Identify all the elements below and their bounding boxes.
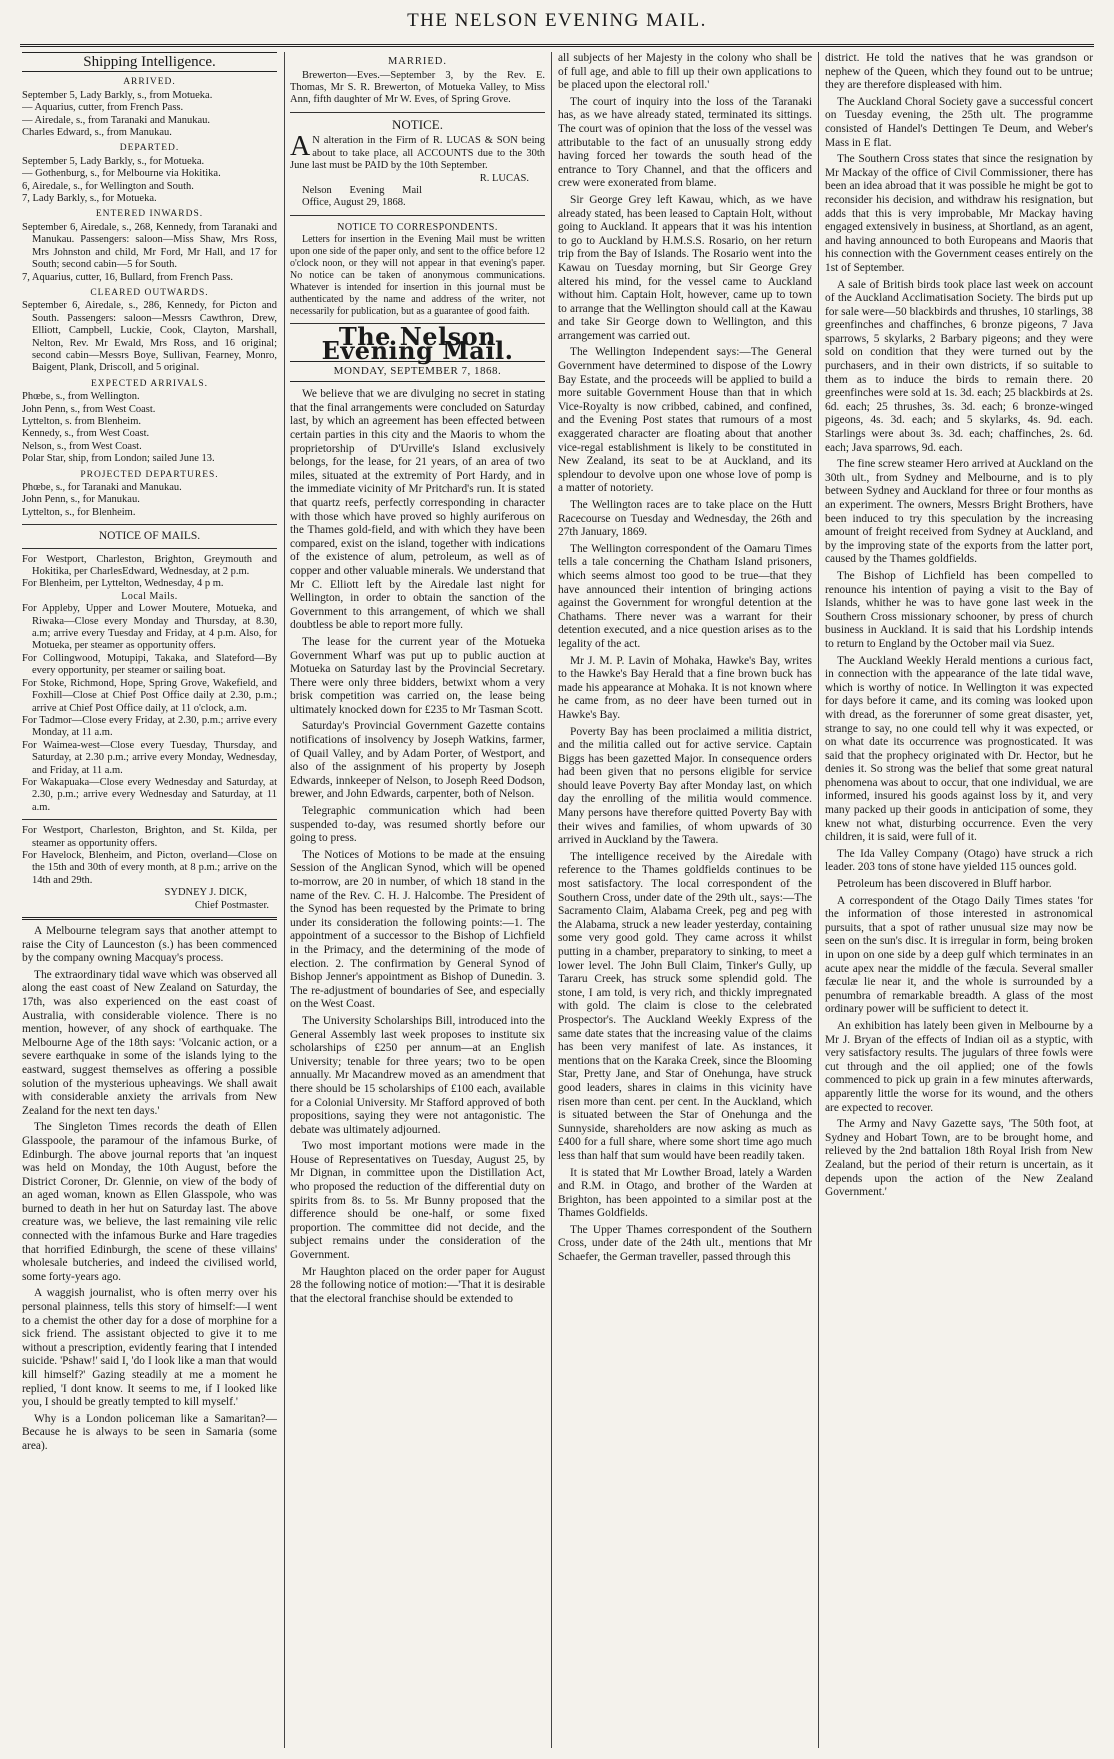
shipping-entry: September 6, Airedale, s., 268, Kennedy, from Taranaki and Manukau. Passengers: saloon—Miss Shaw, Mrs Ross, Mrs Johnston and child, Mr Ford, Mr Hall, and 17 for South; second cabin—5 for South.: [22, 221, 277, 271]
shipping-entry: September 5, Lady Barkly, s., for Motueka.: [22, 155, 205, 167]
mail-entry: For Stoke, Richmond, Hope, Spring Grove, Wakefield, and Foxhill—Close at Chief Post Office daily at 2.30, p.m.; arrive at Chief Post Office daily, at 11 o'clock, a.m.: [22, 677, 277, 714]
article-paragraph: The court of inquiry into the loss of the Taranaki has, as we have already stated, terminated its sittings. The court was of opinion that the loss of the vessel was attributable to the fact of an unusually strong eddy having forced her towards the south head of the entrance to Tory Channel, and that the officers and crew were exonerated from blame.: [558, 95, 812, 190]
divider: [290, 215, 545, 216]
article-paragraph: The Auckland Choral Society gave a successful concert on Tuesday evening, the 25th ult. The programme consisted of Handel's Dettingen Te Deum, and Weber's Mass in E flat.: [825, 95, 1093, 149]
married-notice: Brewerton—Eves.—September 3, by the Rev. E. Thomas, Mr S. R. Brewerton, of Motueka Valley, to Miss Ann, fifth daughter of Mr W. Eves, of Spring Grove.: [290, 69, 545, 106]
column-divider: [551, 52, 552, 1748]
shipping-entry: September 6, Airedale, s., 286, Kennedy, for Picton and South. Passengers: saloon—Messrs Cawthron, Drew, Elliott, Campbell, Luckie, Cook, Clayton, Marshall, Nelton, Rev. Mr Ewald, Mrs Ross, and 16 original; second cabin—Messrs Boye, Sullivan, Fearney, Monro, Baigent, Plank, Driscoll, and 5 original.: [22, 300, 277, 374]
article-paragraph: It is stated that Mr Lowther Broad, lately a Warden and R.M. in Otago, and brother of the Warden at Brighton, has been appointed to a similar post at the Thames Goldfields.: [558, 1166, 812, 1220]
column-1: [22, 52, 277, 1748]
article-paragraph: Mr Haughton placed on the order paper for August 28 the following notice of motion:—'That it is desirable that the electoral franchise should be extended to: [290, 1265, 545, 1305]
local-mails-heading: Local Mails.: [121, 590, 178, 602]
shipping-entry: Lyttelton, s. from Blenheim.: [22, 415, 141, 427]
masthead: THE NELSON EVENING MAIL.: [407, 10, 707, 31]
article-paragraph: all subjects of her Majesty in the colony who shall be of full age, and able to fill up their own applications to be placed upon the electoral roll.': [558, 52, 812, 92]
cleared-heading: CLEARED OUTWARDS.: [90, 287, 209, 298]
article-paragraph: The Notices of Motions to be made at the ensuing Session of the Anglican Synod, which will be opened to-morrow, are 20 in number, of which 18 stand in the name of the Rev. C. H. J. Halcombe. The President of the Synod has been requested by the Primate to bring under its consideration the following points:—1. The appointment of a successor to the Bishop of Lichfield in the Primacy, and the determining of the mode of election. 2. The confirmation by General Synod of Bishop Jenner's appointment as Bishop of Dunedin. 3. The re-adjustment of boundaries of See, and especially on the West Coast.: [290, 848, 545, 1011]
married-heading: MARRIED.: [387, 56, 448, 67]
notice-text: N alteration in the Firm of R. LUCAS & SON being about to take place, all ACCOUNTS due to the 30th June last must be PAID by the 10th September.: [290, 135, 545, 172]
shipping-entry: Phœbe, s., from Wellington.: [22, 391, 140, 403]
shipping-entry: Lyttelton, s., for Blenheim.: [22, 506, 136, 518]
mail-entry: For Westport, Charleston, Brighton, Greymouth and Hokitika, per CharlesEdward, Wednesday, at 2 p.m.: [22, 553, 277, 578]
shipping-heading: Shipping Intelligence.: [22, 52, 277, 72]
masthead-rule: [20, 44, 1094, 47]
shipping-entry: John Penn, s., for Manukau.: [22, 494, 140, 506]
projected-list: [22, 482, 277, 519]
expected-list: [22, 391, 277, 465]
correspondents-heading: NOTICE TO CORRESPONDENTS.: [337, 221, 498, 233]
mail-entry: For Tadmor—Close every Friday, at 2.30, p.m.; arrive every Monday, at 11 a.m.: [22, 714, 277, 739]
article-paragraph: The fine screw steamer Hero arrived at Auckland on the 30th ult., from Sydney and Melbourne, and is to ply between Sydney and Auckland for three or four months as an experiment. The owners, Messrs Bright Brothers, have been induced to try this speculation by the increasing amount of freight received from Sydney at Auckland, and by the improving state of the exports from the latter port, caused by the Thames goldfields.: [825, 458, 1093, 566]
mail-entry: For Blenheim, per Lyttelton, Wednesday, 4 p m.: [22, 578, 224, 590]
projected-heading: PROJECTED DEPARTURES.: [80, 469, 219, 480]
shipping-entry: Phœbe, s., for Taranaki and Manukau.: [22, 482, 182, 493]
mail-entry: For Waimea-west—Close every Tuesday, Thursday, and Saturday, at 2.30 p.m.; arrive every Monday, Wednesday, and Friday, at 11 a.m.: [22, 739, 277, 776]
notice-dropcap: A: [290, 131, 311, 163]
article-paragraph: The Ida Valley Company (Otago) have struck a rich leader. 203 tons of stone have yielded 115 ounces gold.: [825, 847, 1093, 874]
paper-title: The Nelson Evening Mail.: [321, 322, 514, 366]
shipping-entry: — Airedale, s., from Taranaki and Manukau.: [22, 114, 211, 126]
article-paragraph: The Wellington races are to take place on the Hutt Racecourse on Tuesday and Wednesday, the 26th and 27th January, 1869.: [558, 499, 812, 539]
shipping-entry: — Aquarius, cutter, from French Pass.: [22, 102, 184, 114]
divider: [22, 548, 277, 549]
mail-entry: For Appleby, Upper and Lower Moutere, Motueka, and Riwaka—Close every Monday and Thursday, at 8.30, a.m; arrive every Tuesday and Friday, at 4 p.m. Also, for Motueka, per steamer as opportunity offers.: [22, 603, 277, 652]
article-paragraph: The Auckland Weekly Herald mentions a curious fact, in connection with the appearance of the late tidal wave, which is worthy of notice. In Wellington it was expected for days before it came, and its coming was looked upon with dread, as the forerunner of some great disaster, yet, strange to say, no one could tell why it was expected, or on what date its occurrence was prognosticated. It was said that the prophecy originated with Dr. Hector, but he denies it. So strong was the belief that some great natural phenomena was about to occur, that one individual, we are informed, insured his goods against loss by it, and very many packed up their goods in anticipation of some, they knew not what, disturbing occurrence. Even the very children, it is said, were full of it.: [825, 654, 1093, 844]
article-paragraph: A Melbourne telegram says that another attempt to raise the City of Launceston (s.) has been commenced by the company owning Macquay's process.: [22, 925, 277, 965]
shipping-entry: John Penn, s., from West Coast.: [22, 403, 156, 415]
article-paragraph: The Army and Navy Gazette says, 'The 50th foot, at Sydney and Hobart Town, are to be brought home, and relieved by the 2nd battalion 18th Royal Irish from New Zealand, but the period of their return is uncertain, as it depends upon the action of the New Zealand Government.': [825, 1118, 1093, 1199]
column-4: [825, 52, 1093, 1748]
article-paragraph: Saturday's Provincial Government Gazette contains notifications of insolvency by Joseph Watkins, farmer, of Quail Valley, and by Adam Porter, of Westport, and also of the assignment of his property by Joseph Edwards, innkeeper of Nelson, to Joseph Reed Dodson, brewer, and John Edwards, carpenter, both of Nelson.: [290, 720, 545, 801]
shipping-entry: September 5, Lady Barkly, s., from Motueka.: [22, 89, 213, 101]
divider: [290, 112, 545, 113]
arrived-list: [22, 90, 277, 140]
shipping-entry: Kennedy, s., from West Coast.: [22, 428, 150, 440]
notice-sign: R. LUCAS.: [479, 172, 529, 184]
correspondents-text: Letters for insertion in the Evening Mail must be written upon one side of the paper only, and sent to the office before 12 o'clock noon, or they will not appear in that evening's paper. No notice can be taken of anonymous communications. Whatever is intended for insertion in this journal must be authenticated by the name and address of the writer, not necessarily for publication, but as a guarantee of good faith.: [290, 234, 545, 318]
article-paragraph: The extraordinary tidal wave which was observed all along the east coast of New Zealand on Saturday, the 17th, was also experienced on the east coast of Australia, with considerable violence. There is no mention, however, of any shock of earthquake. The Melbourne Age of the 18th says: 'Volcanic action, or a severe earthquake in some of the islands lying to the eastward, suggest themselves as offering a possible solution of the mysterious upheavings. We shall await with considerable anxiety the arrivals from New Zealand for the next ten days.': [22, 968, 277, 1117]
signature: SYDNEY J. DICK,: [164, 887, 247, 899]
shipping-entry: 7, Lady Barkly, s., for Motueka.: [22, 193, 157, 205]
article-paragraph: An exhibition has lately been given in Melbourne by a Mr J. Bryan of the effects of Indian oil as a styptic, with very satisfactory results. The jugulars of three fowls were cut through and the oil applied; one of the fowls commenced to pick up grain in a few minutes afterwards, apparently little the worse for its wound, and the others are expected to recover.: [825, 1019, 1093, 1114]
article-paragraph: The Wellington correspondent of the Oamaru Times tells a tale concerning the Chatham Island prisoners, which seems almost too good to be true—that they have announced their intention of bringing actions against the Government for wrongful detention at the Chathams. There never was a warrant for their detention executed, and a nice question arises as to the legality of the act.: [558, 542, 812, 650]
mail-entry: For Havelock, Blenheim, and Picton, overland—Close on the 15th and 30th of every month, at 8 p.m.; arrive on the 14th and 29th.: [22, 849, 277, 886]
article-paragraph: The intelligence received by the Airedale with reference to the Thames goldfields continues to be most satisfactory. The local correspondent of the Southern Cross, under date of the 29th ult., says:—The Sacramento Claim, Alabama Creek, peg and peg with the Alabama, struck a new leader yesterday, containing some very good gold. They came across it whilst putting in a chamber, preparatory to sinking, to meet a lower level. The John Bull Claim, Tinker's Gully, up Tararu Creek, has struck some splendid gold. The stone, I am told, is very rich, and thickly impregnated with gold. The claim is close to the celebrated Prospector's. The Auckland Weekly Express of the same date states that the increasing value of the claims has been very manifest of late. As instances, it mentions that on the Karaka Creek, since the Blooming Star, Pretty Jane, and Star of Onehunga, have struck good leaders, shares in claims in this vicinity have risen more than cent. per cent. In the Auckland, which is situated between the Star of Onehunga and the Sunnyside, shareholders are now asking as much as £400 for a full share, where some short time ago much less than half that sum would have been readily taken.: [558, 850, 812, 1162]
departed-list: [22, 156, 277, 206]
article-paragraph: Sir George Grey left Kawau, which, as we have already stated, has been leased to Captain Holt, without going to Auckland. It appears that it was his intention to go to Auckland by H.M.S.S. Rosario, on her return trip from the Bay of Islands. The Rosario went into the Kawau on Tuesday morning, but Sir George Grey altered his mind, for the vessel came to Auckland without him. Captain Holt, however, came up to town to arrange that the Wellington should call at the Kawau and take Sir George down to Wellington, and this arrangement was carried out.: [558, 193, 812, 342]
divider: [22, 917, 277, 920]
mails-heading: NOTICE OF MAILS.: [98, 530, 201, 543]
expected-heading: EXPECTED ARRIVALS.: [90, 378, 209, 389]
article-paragraph: A sale of British birds took place last week on account of the Auckland Acclimatisation Society. The birds put up for sale were—50 blackbirds and thrushes, 10 starlings, 38 greenfinches and chaffinches, 6 bronze pigeons, 7 Java sparrows, 5 skylarks, 2 Barbary pigeons; and they were sold on condition that they were turned out by the purchasers, and in their own districts, if so suitable to them as to induce the birds to remain there. 20 greenfinches were sold at 1s. 3d. each; 25 blackbirds at 2s. 6d. each; 25 thrushes, 3s. 3d. each; 6 bronze-winged pigeons, 4s. 3d. each; and 5 skylarks, 4s. 9d. each. Starlings were about 3s. 3d. each; chaffinches, 2s. 6d. each; Java sparrows, 9d. each.: [825, 278, 1093, 454]
mail-entry: For Collingwood, Motupipi, Takaka, and Slateford—By every opportunity, per steamer or sailing boat.: [22, 652, 277, 677]
shipping-entry: Nelson, s., from West Coast.: [22, 440, 142, 452]
article-paragraph: Why is a London policeman like a Samaritan?—Because he is always to be seen in Samaria (some area).: [22, 1412, 277, 1452]
article-paragraph: The Bishop of Lichfield has been compelled to renounce his intention of paying a visit to the Bay of Islands, whither he was to have gone last week in the Southern Cross missionary schooner, by press of church business in Auckland. It is said that his Lordship intends to return to England by the October mail via Suez.: [825, 569, 1093, 650]
article-paragraph: The Upper Thames correspondent of the Southern Cross, under date of the 24th ult., mentions that Mr Schaefer, the German traveller, passed through this: [558, 1223, 812, 1264]
article-paragraph: Mr J. M. P. Lavin of Mohaka, Hawke's Bay, writes to the Hawke's Bay Herald that a fine brown buck has made his appearance at Mohaka. It is not known where he came from, as no deer have been turned out in Hawke's Bay.: [558, 654, 812, 721]
article-paragraph: The Southern Cross states that since the resignation by Mr Mackay of the office of Civil Commissioner, there has been an idea abroad that it was possible he might be got to reconsider his decision, and withdraw his resignation, but adds that this is very improbable, Mr Mackay having engaged extensively in business, at Shortland, as an agent, and having announced to both Europeans and Maoris that his connection with the Government ceases entirely on the 1st of September.: [825, 153, 1093, 274]
article-paragraph: The lease for the current year of the Motueka Government Wharf was put up to public auction at Motueka on Saturday last by the Provincial Secretary. There were only three bidders, betwixt whom a very brisk competition was carried on, the lease being ultimately knocked down for £235 to Mr Tasman Scott.: [290, 635, 545, 716]
article-paragraph: Poverty Bay has been proclaimed a militia district, and the militia called out for active service. Captain Biggs has been gazetted Major. In consequence orders had been given that no persons eligible for service should leave Poverty Bay after Monday last, on which day the enrolling of the militia would commence. Many persons have therefore quitted Poverty Bay with their wives and families, of whom upwards of 30 arrived in Auckland by the Tawera.: [558, 725, 812, 847]
divider: [22, 819, 277, 820]
column-3: [558, 52, 812, 1748]
article-paragraph: district. He told the natives that he was grandson or nephew of the Queen, which they found out to be untrue; they are therefore displeased with him.: [825, 52, 1093, 92]
column-divider: [284, 52, 285, 1748]
article-paragraph: Two most important motions were made in the House of Representatives on Tuesday, August 25, by Mr Dignan, in committee upon the Distillation Act, who proposed the reduction of the differential duty on spirits from 8s. to 5s. Mr Bunny proposed that the difference should be one-half, or some fixed proportion. The committee did not decide, and the subject remains under the consideration of the Government.: [290, 1140, 545, 1262]
column-2: [290, 52, 545, 1748]
article-paragraph: Telegraphic communication which had been suspended to-day, was resumed shortly before our going to press.: [290, 805, 545, 845]
shipping-entry: 7, Aquarius, cutter, 16, Bullard, from French Pass.: [22, 271, 234, 283]
article-paragraph: A correspondent of the Otago Daily Times states 'for the information of those interested in astronomical pursuits, that a spot of rather unusual size may now be seen on the sun's disc. It is irregular in form, being broken in upon on one side by a deep gulf which terminates in an acute apex near the middle of the fæcula. Several smaller fæculæ lie near it, and the whole is surrounded by a penumbra of remarkable breadth. A glass of the most ordinary power will be sufficient to detect it.: [825, 894, 1093, 1016]
arrived-heading: ARRIVED.: [123, 77, 176, 88]
departed-heading: DEPARTED.: [119, 143, 180, 154]
notice-office: Nelson Evening Mail Office, August 29, 1868.: [302, 185, 422, 209]
article-paragraph: We believe that we are divulging no secret in stating that the final arrangements were concluded on Saturday last, by which an agreement has been effected between certain parties in this city and the Maoris to whom the proprietorship of D'Urville's Island exclusively belongs, for the lease, for 21 years, of an area of two miles, situated at the extremity of Port Hardy, and in the immediate vicinity of Mr Pritchard's run. It is stated that quartz reefs, perfectly corresponding in character with those which have proved so highly auriferous on the Thames gold-field, and with which they have been compared, exist on the island, together with indications of the existence of alum, petroleum, as well as of copper and other valuable minerals. We understand that Mr C. Elliott left by the Airedale last night for Wellington, in order to obtain the sanction of the Government to this arrangement, of which we shall doubtless be able to report more fully.: [290, 388, 545, 632]
article-paragraph: The Wellington Independent says:—The General Government have determined to dispose of the Lowry Bay Estate, and the proceeds will be applied to build a more suitable Government House than that in which Vice-Royalty is now cribbed, cabined, and confined, and the Evening Post states that rumours of a most exaggerated character are floating about that another vice-regal establishment is likely to be constituted in New Zealand, its seat to be at Auckland, and its splendour to devolve upon one whose love of pomp is a matter of notoriety.: [558, 346, 812, 495]
notice-body: [290, 131, 545, 172]
divider: [22, 524, 277, 525]
entered-list: [22, 222, 277, 284]
entered-heading: ENTERED INWARDS.: [95, 209, 204, 220]
signature-title: Chief Postmaster.: [194, 899, 269, 911]
mail-entry: For Wakapuaka—Close every Wednesday and Saturday, at 2.30, p.m.; arrive every Wednesday and Saturday, at 11 a.m.: [22, 776, 277, 813]
column-divider: [818, 52, 819, 1748]
article-paragraph: Petroleum has been discovered in Bluff harbor.: [837, 878, 1052, 891]
shipping-entry: 6, Airedale, s., for Wellington and South.: [22, 180, 194, 192]
cleared-list: [22, 300, 277, 374]
mail-entry: For Westport, Charleston, Brighton, and St. Kilda, per steamer as opportunity offers.: [22, 825, 277, 849]
article-paragraph: A waggish journalist, who is often merry over his personal plainness, tells this story of himself:—I went to a chemist the other day for a dose of morphine for a sick friend. The assistant objected to give it to me without a prescription, evidently fearing that I intended suicide. 'Pshaw!' said I, 'do I look like a man that would kill himself?' Gazing steadily at me a moment he replied, 'I dont know. It seems to me, if I looked like you, I should be greatly tempted to kill myself.': [22, 1287, 277, 1409]
article-paragraph: The University Scholarships Bill, introduced into the General Assembly last week proposes to institute six scholarships of £250 per annum—at an English University; tenable for three years; two to be open annually. Mr Macandrew moved as an amendment that there should be 15 scholarships of £100 each, available for a Colonial University. Mr Stafford approved of both propositions, saying they were not antagonistic. The debate was ultimately adjourned.: [290, 1014, 545, 1136]
shipping-entry: — Gothenburg, s., for Melbourne via Hokitika.: [22, 168, 221, 180]
notice-heading: NOTICE.: [392, 116, 443, 132]
shipping-entry: Charles Edward, s., from Manukau.: [22, 127, 172, 139]
article-paragraph: The Singleton Times records the death of Ellen Glasspoole, the paramour of the infamous Burke, of Edinburgh. The above journal reports that 'an inquest was held on Monday, the 10th August, before the District Coroner, Dr. Glennie, on view of the body of an aged woman, known as Ellen Glasspole, who was burned to death in her hut on Saturday last. The above creature was, we believe, the last remaining vile relic connected with the infamous Burke and Hare tragedies that horrified Edinburgh, the scene of these villains' wholesale butcheries, and indeed the civilised world, some forty-years ago.: [22, 1121, 277, 1283]
dateline: MONDAY, SEPTEMBER 7, 1868.: [290, 361, 545, 383]
shipping-entry: Polar Star, ship, from London; sailed June 13.: [22, 453, 215, 465]
